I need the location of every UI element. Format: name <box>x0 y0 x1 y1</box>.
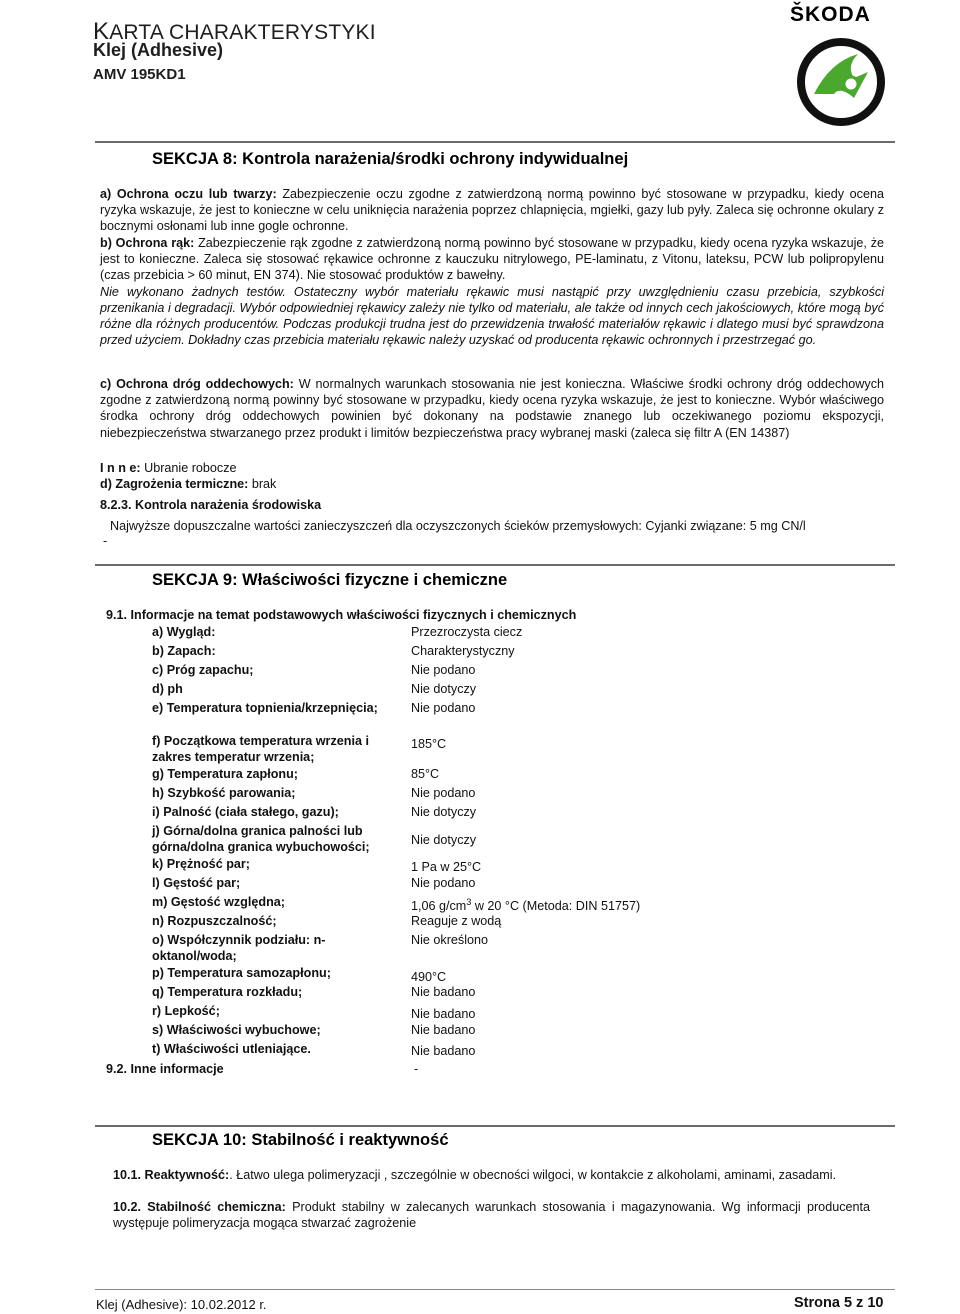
property-value: 490°C <box>411 970 447 984</box>
property-value: Nie dotyczy <box>411 805 477 819</box>
property-value: 1,06 $g/cm^3$ w 20 °C (Metoda: DIN 51757) <box>411 897 641 914</box>
section-divider <box>95 564 895 566</box>
environmental-exposure-title: 8.2.3. Kontrola narażenia środowiska <box>100 498 322 512</box>
footer-document-date: Klej (Adhesive): 10.02.2012 r. <box>96 1297 267 1312</box>
property-label: t) Właściwości utleniające. <box>152 1042 311 1056</box>
property-label: q) Temperatura rozkładu; <box>152 985 303 999</box>
property-label: n) Rozpuszczalność; <box>152 914 277 928</box>
property-label: o) Współczynnik podziału: n-oktanol/woda; <box>152 933 326 963</box>
property-value: Nie podano <box>411 663 476 677</box>
brand-name: ŠKODA <box>790 3 871 26</box>
property-label: e) Temperatura topnienia/krzepnięcia; <box>152 701 378 715</box>
property-label: l) Gęstość par; <box>152 876 241 890</box>
hand-protection-paragraph: b) Ochrona rąk: Zabezpieczenie rąk zgodne z zatwierdzoną normą powinno być stosowane w przypadku, kiedy ocena ryzyka wskazuje, że jest to konieczne. Zaleca się stosować rękawice ochronne z kauczuku nitrylowego, PE-laminatu, z Vitonu, lateksu, PCW lub polipropylenu (czas przebicia > 60 minut, EN 374). Nie stosować produktów z bawełny. Nie wykonano żadnych testów. Ostateczny wybór materiału rękawic musi nastąpić przy uwzględnieniu czasu przebicia, szybkości przenikania i degradacji. Wybór odpowiedniej rękawicy zależy nie tylko od materiału, ale także od innych cech jakościowych, które mogą być różne dla różnych producentów. Podczas produkcji trudna jest do przewidzenia trwałość materiałów rękawic i dlatego musi być sprawdzona przed użyciem. Dokładny czas przebicia materiału rękawic należy uzyskać od producenta rękawic ochronnych i przestrzegać go. <box>100 236 884 348</box>
property-label: c) Próg zapachu; <box>152 663 254 677</box>
property-label: s) Właściwości wybuchowe; <box>152 1023 321 1037</box>
property-label: j) Górna/dolna granica palności lub górna/dolna granica wybuchowości; <box>152 824 370 854</box>
property-value: Nie określono <box>411 933 489 947</box>
property-label: f) Początkowa temperatura wrzenia i zakres temperatur wrzenia; <box>152 734 369 764</box>
property-label: d) ph <box>152 682 183 696</box>
property-value: Nie podano <box>411 786 476 800</box>
property-value: Reaguje z wodą <box>411 914 502 928</box>
property-value: Nie podano <box>411 701 476 715</box>
section-9-2-value: - <box>414 1062 419 1076</box>
skoda-logo-icon <box>796 32 886 132</box>
page-number: Strona 5 z 10 <box>794 1295 884 1311</box>
document-title: KARTA CHARAKTERYSTYKI <box>93 18 376 45</box>
property-label: b) Zapach: <box>152 644 216 658</box>
section-9-2-title: 9.2. Inne informacje <box>106 1062 224 1076</box>
property-value: Nie badano <box>411 1044 476 1058</box>
property-value: Nie badano <box>411 1023 476 1037</box>
other-protection: I n n e: Ubranie robocze <box>100 461 237 475</box>
section-9-title: SEKCJA 9: Właściwości fizyczne i chemiczne <box>152 571 508 589</box>
environmental-dash: - <box>103 534 108 548</box>
property-value: Nie badano <box>411 985 476 999</box>
property-label: m) Gęstość względna; <box>152 895 285 909</box>
eye-protection-paragraph: a) Ochrona oczu lub twarzy: Zabezpieczenie oczu zgodne z zatwierdzoną normą powinno być stosowane w przypadku, kiedy ocena ryzyka wskazuje, że jest to konieczne w celu uniknięcia narażenia poprzez chlapnięcia, mgiełki, gazy lub pyły. Zaleca się ochronne okulary z bocznymi osłonami lub inne gogle ochronne. <box>100 187 884 234</box>
product-code: AMV 195KD1 <box>93 66 186 83</box>
section-9-1-title: 9.1. Informacje na temat podstawowych właściwości fizycznych i chemicznych <box>106 608 577 622</box>
chemical-stability-paragraph: 10.2. Stabilność chemiczna: Produkt stabilny w zalecanych warunkach stosowania i magazynowania. Wg informacji producenta występuje polimeryzacja mogąca stwarzać zagrożenie <box>113 1200 871 1231</box>
property-value: Nie dotyczy <box>411 833 477 847</box>
section-10-title: SEKCJA 10: Stabilność i reaktywność <box>152 1131 449 1149</box>
footer-divider <box>95 1289 895 1290</box>
respiratory-protection-paragraph: c) Ochrona dróg oddechowych: W normalnych warunkach stosowania nie jest konieczna. Właściwe środki ochrony dróg oddechowych zgodne z zatwierdzoną normą powinny być stosowane w przypadku, kiedy ocena ryzyka wskazuje, że jest to konieczne. Wybór właściwego środka ochrony dróg oddechowych powinien być dokonany na podstawie znanego lub oczekiwanego poziomu ekspozycji, niebezpieczeństwa stwarzanego przez produkt i limitów bezpieczeństwa pracy wybranej maski (zaleca się filtr A (EN 14387) <box>100 377 884 440</box>
property-value: Charakterystyczny <box>411 644 515 658</box>
section-divider <box>95 1125 895 1127</box>
section-divider <box>95 141 895 143</box>
environmental-exposure-text: Najwyższe dopuszczalne wartości zanieczyszczeń dla oczyszczonych ścieków przemysłowych: Cyjanki związane: 5 mg CN/l <box>110 519 806 533</box>
property-value: Przezroczysta ciecz <box>411 625 523 639</box>
property-value: Nie dotyczy <box>411 682 477 696</box>
property-value: Nie badano <box>411 1007 476 1021</box>
property-value: 1 Pa w 25°C <box>411 860 482 874</box>
reactivity-paragraph: 10.1. Reaktywność:. Łatwo ulega polimeryzacji , szczególnie w obecności wilgoci, w kontakcie z alkoholami, aminami, zasadami. <box>113 1168 837 1182</box>
property-value: 85°C <box>411 767 440 781</box>
property-label: k) Prężność par; <box>152 857 250 871</box>
property-label: r) Lepkość; <box>152 1004 220 1018</box>
property-label: h) Szybkość parowania; <box>152 786 296 800</box>
section-8-title: SEKCJA 8: Kontrola narażenia/środki ochrony indywidualnej <box>152 150 629 168</box>
property-label: g) Temperatura zapłonu; <box>152 767 299 781</box>
property-label: a) Wygląd: <box>152 625 216 639</box>
property-value: Nie podano <box>411 876 476 890</box>
property-label: i) Palność (ciała stałego, gazu); <box>152 805 339 819</box>
property-value: 185°C <box>411 737 447 751</box>
document-subtitle: Klej (Adhesive) <box>93 40 224 60</box>
property-label: p) Temperatura samozapłonu; <box>152 966 331 980</box>
thermal-hazards: d) Zagrożenia termiczne: brak <box>100 477 277 491</box>
